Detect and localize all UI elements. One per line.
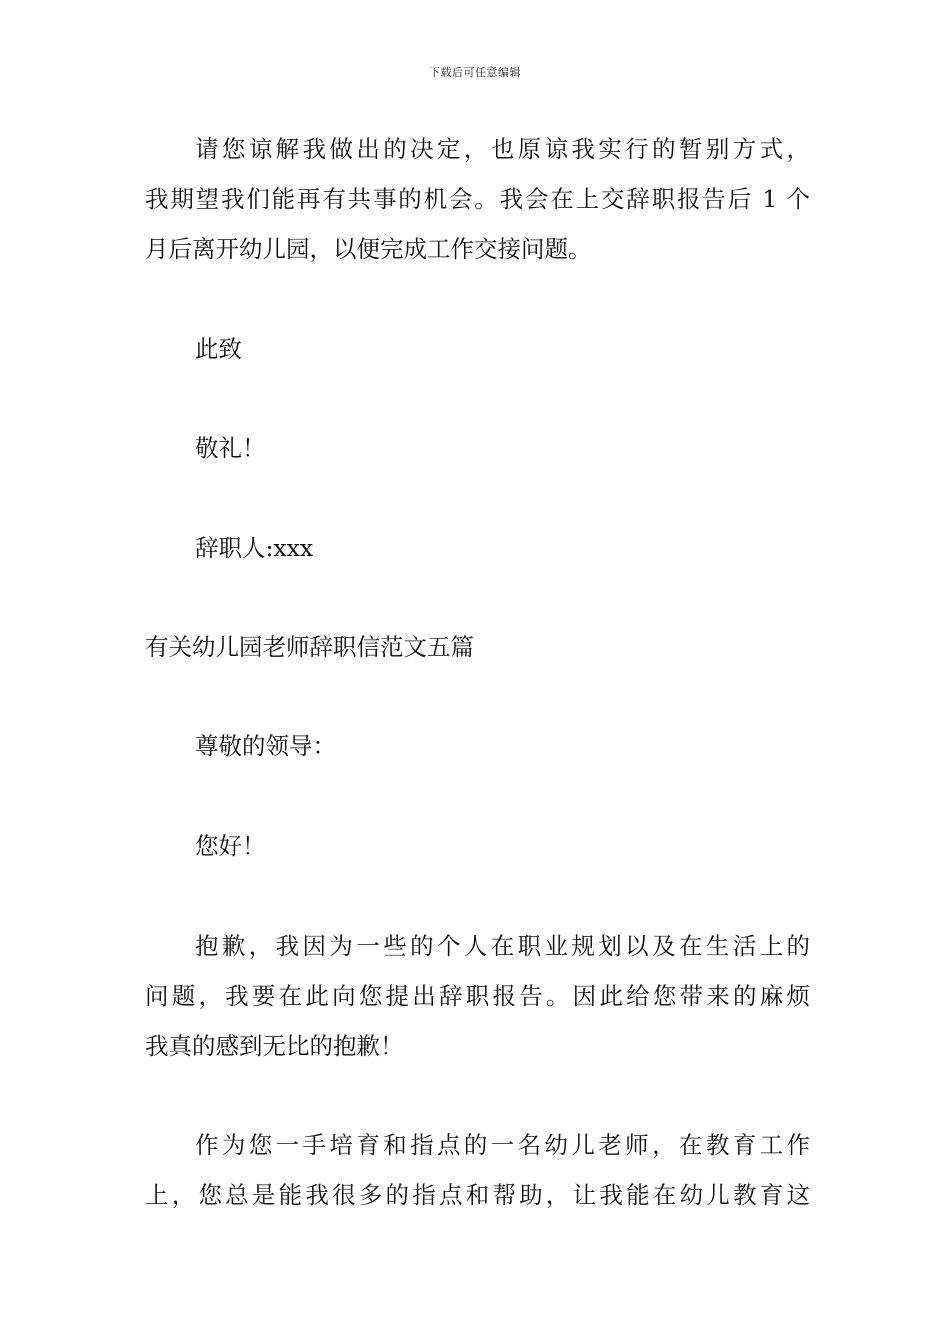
paragraph-2-line-2: 问题，我要在此向您提出辞职报告。因此给您带来的麻烦 xyxy=(145,982,810,1010)
closing-line-2: 敬礼！ xyxy=(195,434,266,462)
paragraph-2-line-1: 抱歉，我因为一些的个人在职业规划以及在生活上的 xyxy=(195,932,810,960)
paragraph-1-line-2: 我期望我们能再有共事的机会。我会在上交辞职报告后 1 个 xyxy=(145,185,810,213)
paragraph-1-line-1: 请您谅解我做出的决定，也原谅我实行的暂别方式， xyxy=(195,135,810,163)
section-title: 有关幼儿园老师辞职信范文五篇 xyxy=(145,633,474,661)
paragraph-3-line-1: 作为您一手培育和指点的一名幼儿老师，在教育工作 xyxy=(195,1131,810,1159)
paragraph-1-line-3: 月后离开幼儿园，以便完成工作交接问题。 xyxy=(145,235,592,263)
signature: 辞职人:xxx xyxy=(195,534,314,562)
paragraph-2-line-3: 我真的感到无比的抱歉！ xyxy=(145,1032,404,1060)
paragraph-3-line-2: 上，您总是能我很多的指点和帮助，让我能在幼儿教育这 xyxy=(145,1181,810,1209)
salutation: 尊敬的领导： xyxy=(195,732,336,760)
closing-line-1: 此致 xyxy=(195,335,242,363)
greeting: 您好！ xyxy=(195,832,266,860)
page-header: 下载后可任意编辑 xyxy=(429,66,521,79)
